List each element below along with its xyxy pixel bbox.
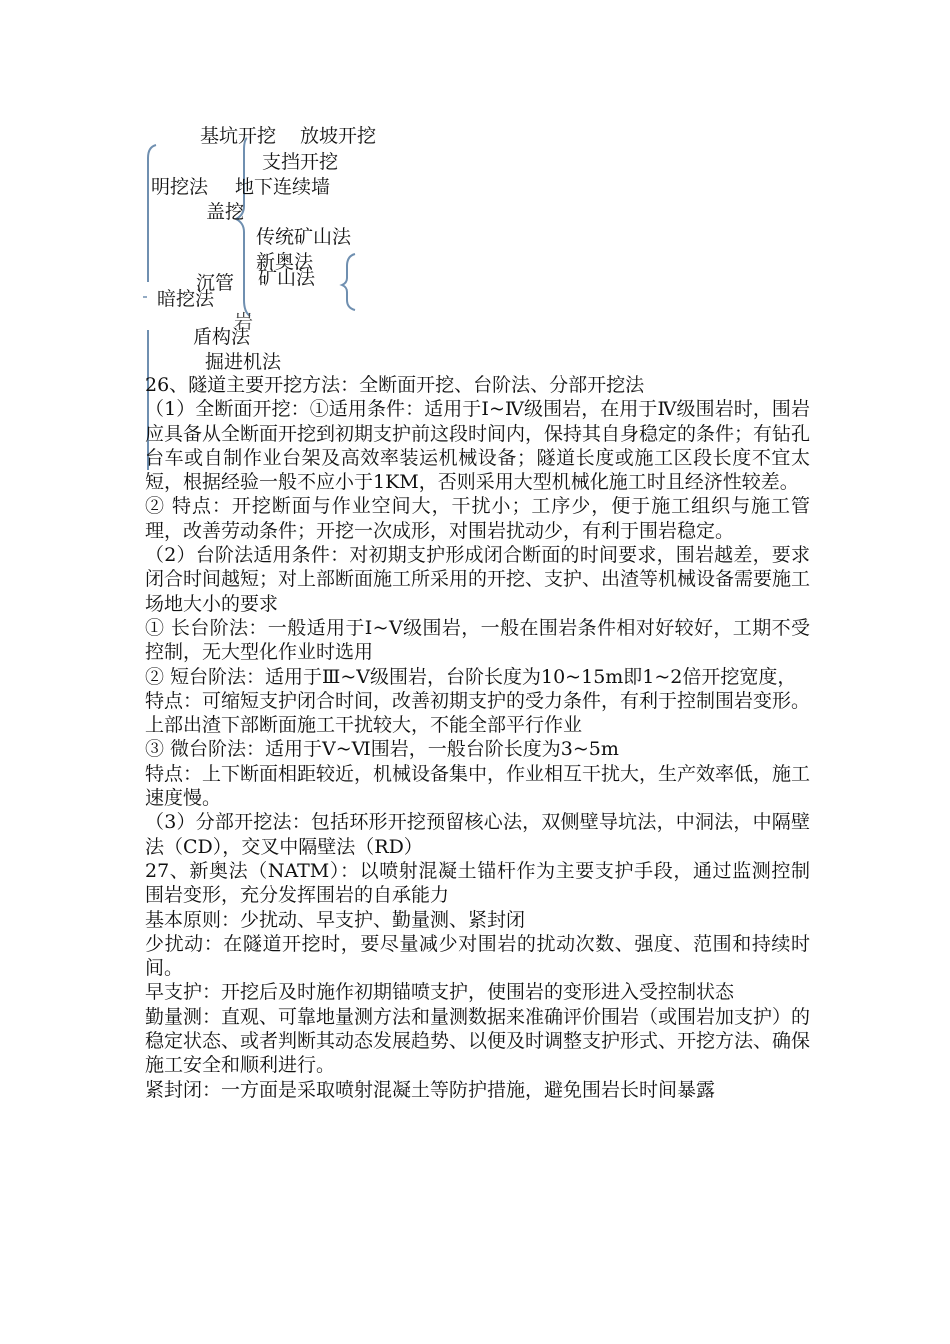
paragraph: （2）台阶法适用条件：对初期支护形成闭合断面的时间要求，围岩越差，要求闭合时间越短；对上部断面施工所采用的开挖、支护、出渣等机械设备需要施工场地大小的要求 — [145, 544, 811, 615]
shield-method-label: 盾构法 — [193, 326, 251, 348]
mining-brace — [342, 254, 355, 310]
paragraph: 少扰动：在隧道开挖时，要尽量减少对围岩的扰动次数、强度、范围和持续时间。 — [145, 932, 810, 980]
paragraph: 紧封闭：一方面是采取喷射混凝土等防护措施，避免围岩长时间暴露 — [145, 1078, 716, 1101]
paragraph: 27、新奥法（NATM）：以喷射混凝土锚杆作为主要支护手段，通过监测控制围岩变形，充分发挥围岩的自承能力 — [145, 859, 810, 907]
paragraph: 勤量测：直观、可靠地量测方法和量测数据来准确评价围岩（或围岩加支护）的稳定状态、或者判断其动态发展趋势、以便及时调整支护形式、开挖方法、确保施工安全和顺利进行。 — [145, 1005, 811, 1077]
paragraph: 26、隧道主要开挖方法：全断面开挖、台阶法、分部开挖法 — [145, 374, 645, 396]
method-classification-diagram — [0, 0, 950, 380]
open-cut-label: 明挖法 — [151, 176, 209, 198]
paragraph: 特点：上下断面相距较近，机械设备集中，作业相互干扰大，生产效率低，施工速度慢。 — [145, 762, 811, 810]
partial-char-label: 岩 — [234, 311, 254, 333]
paragraph: 早支护：开挖后及时施作初期锚喷支护，使围岩的变形进入受控制状态 — [145, 981, 735, 1004]
foundation-pit-label: 基坑开挖 — [200, 125, 277, 147]
traditional-mining-label: 传统矿山法 — [256, 226, 352, 248]
paragraph: （1）全断面开挖：①适用条件：适用于Ⅰ~Ⅳ级围岩，在用于Ⅳ级围岩时，围岩应具备从全断面开挖到初期支护前这段时间内，保持其自身稳定的条件；有钻孔台车或自制作业台架及高效率装运机械设备；隧道长度或施工区段长度不宜太短，根据经验一般不应小于1KM，否则采用大型机械化施工时且经济性较差。 — [145, 398, 811, 494]
paragraph: ③ 微台阶法：适用于Ⅴ~Ⅵ围岩，一般台阶长度为3~5m — [145, 738, 619, 761]
paragraph: ② 短台阶法：适用于Ⅲ~Ⅴ级围岩，台阶长度为10~15m即1~2倍开挖宽度， — [145, 665, 797, 688]
diaphragm-wall-label: 地下连续墙 — [235, 176, 331, 198]
outer-brace-upper — [148, 145, 156, 282]
underground-excavation-label: 暗挖法 — [157, 288, 215, 310]
slope-excavation-label: 放坡开挖 — [300, 125, 377, 147]
paragraph: ② 特点：开挖断面与作业空间大，干扰小；工序少，便于施工组织与施工管理，改善劳动条件；开挖一次成形，对围岩扰动少，有利于围岩稳定。 — [145, 495, 810, 542]
new-austrian-partial-label: 新奥法 — [256, 251, 314, 273]
support-excavation-label: 支挡开挖 — [262, 151, 339, 173]
mining-method-label: 矿山法 — [258, 267, 316, 289]
immersed-tube-partial-label: 沉管 — [196, 272, 235, 294]
paragraph: （3）分部开挖法：包括环形开挖预留核心法，双侧壁导坑法，中洞法，中隔壁法（CD），交叉中隔壁法（RD） — [145, 811, 810, 858]
open-cut-brace — [236, 138, 250, 316]
paragraph: 特点：可缩短支护闭合时间，改善初期支护的受力条件，有利于控制围岩变形。上部出渣下部断面施工干扰较大，不能全部平行作业 — [145, 689, 811, 737]
body-text — [145, 373, 810, 1102]
tbm-method-label: 掘进机法 — [205, 351, 282, 373]
paragraph: ① 长台阶法：一般适用于Ⅰ~Ⅴ级围岩，一般在围岩条件相对好较好，工期不受控制，无大型化作业时选用 — [145, 616, 810, 664]
cover-excavation-label: 盖挖 — [206, 201, 245, 223]
paragraph: 基本原则：少扰动、早支护、勤量测、紧封闭 — [145, 908, 526, 931]
